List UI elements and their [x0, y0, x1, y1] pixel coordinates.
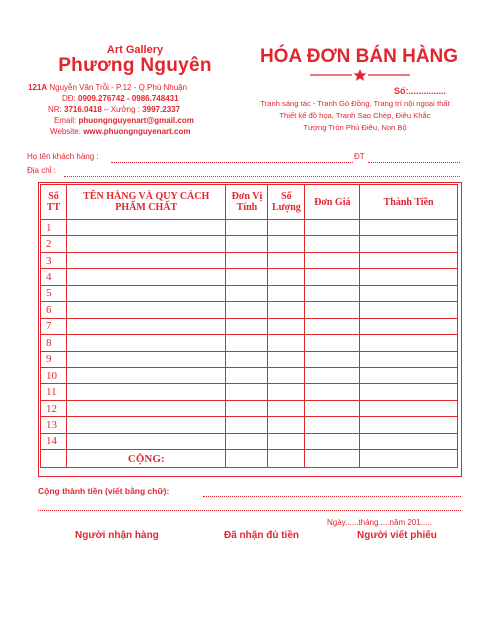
item-name-cell[interactable]	[66, 400, 226, 416]
header-item-name-line1: TÊN HÀNG VÀ QUY CÁCH	[83, 191, 210, 202]
header-unit-price: Đơn Giá	[305, 185, 360, 220]
quantity-cell[interactable]	[268, 384, 305, 400]
unit-cell[interactable]	[226, 269, 268, 285]
unit-cell[interactable]	[226, 236, 268, 252]
unit-price-cell[interactable]	[305, 302, 360, 318]
row-number: 3	[41, 252, 67, 268]
header-unit	[226, 185, 268, 220]
table-row	[41, 400, 458, 416]
amount-cell[interactable]	[360, 384, 458, 400]
amount-cell[interactable]	[360, 367, 458, 383]
table-row	[41, 302, 458, 318]
unit-price-cell[interactable]	[305, 367, 360, 383]
amount-cell[interactable]	[360, 351, 458, 367]
table-header-row	[41, 185, 458, 220]
unit-price-cell[interactable]	[305, 351, 360, 367]
row-number: 4	[41, 269, 67, 285]
row-number: 8	[41, 335, 67, 351]
invoice-number-label: Số:...............	[394, 86, 447, 96]
payment-received-label: Đã nhận đủ tiền	[224, 530, 299, 541]
table-row	[41, 433, 458, 449]
quantity-cell[interactable]	[268, 285, 305, 301]
table-row	[41, 384, 458, 400]
item-name-cell[interactable]	[66, 236, 226, 252]
total-cell-price	[305, 450, 360, 468]
unit-cell[interactable]	[226, 318, 268, 334]
amount-cell[interactable]	[360, 400, 458, 416]
unit-cell[interactable]	[226, 433, 268, 449]
item-name-cell[interactable]	[66, 351, 226, 367]
table-row	[41, 351, 458, 367]
address-line	[28, 82, 187, 93]
brand-name: Phương Nguyên	[58, 55, 212, 76]
unit-price-cell[interactable]	[305, 252, 360, 268]
total-row	[41, 450, 458, 468]
customer-phone-label: ĐT	[354, 152, 365, 161]
unit-price-cell[interactable]	[305, 335, 360, 351]
items-table	[40, 184, 458, 468]
writer-signature-label: Người viết phiếu	[357, 530, 437, 541]
amount-cell[interactable]	[360, 236, 458, 252]
table-row	[41, 335, 458, 351]
receiver-signature-label: Người nhận hàng	[75, 530, 159, 541]
amount-cell[interactable]	[360, 335, 458, 351]
quantity-cell[interactable]	[268, 400, 305, 416]
mobile-line	[62, 93, 179, 104]
unit-cell[interactable]	[226, 220, 268, 236]
table-row	[41, 417, 458, 433]
quantity-cell[interactable]	[268, 351, 305, 367]
amount-cell[interactable]	[360, 252, 458, 268]
item-name-cell[interactable]	[66, 335, 226, 351]
total-cell-qty	[268, 450, 305, 468]
table-row	[41, 318, 458, 334]
unit-price-cell[interactable]	[305, 384, 360, 400]
total-label: CỘNG:	[66, 450, 226, 468]
mobile-value: 0909.276742 - 0986.748431	[78, 94, 179, 103]
header-unit-line2: Tính	[236, 202, 258, 213]
item-name-cell[interactable]	[66, 433, 226, 449]
amount-in-words-field[interactable]	[203, 496, 461, 497]
item-name-cell[interactable]	[66, 367, 226, 383]
brand-subtitle: Art Gallery	[106, 44, 164, 56]
workshop-value: 3997.2337	[142, 105, 181, 114]
amount-cell[interactable]	[360, 285, 458, 301]
quantity-cell[interactable]	[268, 335, 305, 351]
total-cell-amount[interactable]	[360, 450, 458, 468]
table-row	[41, 285, 458, 301]
quantity-cell[interactable]	[268, 417, 305, 433]
customer-phone-field[interactable]	[368, 162, 460, 163]
total-cell-blank	[41, 450, 67, 468]
item-name-cell[interactable]	[66, 417, 226, 433]
quantity-cell[interactable]	[268, 302, 305, 318]
unit-cell[interactable]	[226, 351, 268, 367]
workshop-label: – Xưởng :	[101, 105, 143, 114]
unit-cell[interactable]	[226, 367, 268, 383]
customer-name-field[interactable]	[111, 162, 353, 163]
item-name-cell[interactable]	[66, 285, 226, 301]
unit-cell[interactable]	[226, 384, 268, 400]
unit-cell[interactable]	[226, 335, 268, 351]
row-number: 5	[41, 285, 67, 301]
header-item-name-line2: PHẨM CHẤT	[115, 202, 178, 213]
quantity-cell[interactable]	[268, 252, 305, 268]
landline-line	[48, 104, 180, 115]
email-label: Email:	[54, 116, 79, 125]
customer-address-field[interactable]	[64, 176, 460, 177]
unit-price-cell[interactable]	[305, 236, 360, 252]
row-number: 10	[41, 367, 67, 383]
quantity-cell[interactable]	[268, 433, 305, 449]
table-row	[41, 367, 458, 383]
row-number: 9	[41, 351, 67, 367]
email-value: phuongnguyenart@gmail.com	[78, 116, 194, 125]
unit-cell[interactable]	[226, 252, 268, 268]
quantity-cell[interactable]	[268, 367, 305, 383]
unit-price-cell[interactable]	[305, 269, 360, 285]
table-row	[41, 220, 458, 236]
amount-cell[interactable]	[360, 269, 458, 285]
mobile-label: DĐ:	[62, 94, 78, 103]
date-line: Ngày......tháng.....năm 201.....	[327, 518, 432, 527]
customer-address-label: Địa chỉ :	[27, 166, 56, 175]
row-number: 12	[41, 400, 67, 416]
item-name-cell[interactable]	[66, 220, 226, 236]
items-body	[41, 220, 458, 468]
website-label: Website:	[50, 127, 84, 136]
unit-price-cell[interactable]	[305, 433, 360, 449]
unit-cell[interactable]	[226, 400, 268, 416]
item-name-cell[interactable]	[66, 302, 226, 318]
address-text: Nguyễn Văn Trỗi - P.12 - Q.Phú Nhuận	[47, 83, 188, 92]
address-number: 121A	[28, 83, 48, 92]
row-number: 6	[41, 302, 67, 318]
table-row	[41, 236, 458, 252]
email-line	[54, 115, 194, 126]
amount-cell[interactable]	[360, 220, 458, 236]
item-name-cell[interactable]	[66, 269, 226, 285]
row-number: 2	[41, 236, 67, 252]
service-line-3: Tượng Tròn Phù Điêu, Non Bộ	[303, 123, 407, 132]
amount-in-words-field-2[interactable]	[38, 510, 461, 511]
amount-in-words-label: Cộng thành tiền (viết bằng chữ):	[38, 486, 170, 496]
quantity-cell[interactable]	[268, 220, 305, 236]
header-quantity-line2: Lượng	[272, 202, 301, 213]
item-name-cell[interactable]	[66, 384, 226, 400]
customer-name-label: Họ tên khách hàng :	[27, 152, 99, 161]
star-divider-icon	[310, 69, 410, 81]
header-stt-line2: TT	[46, 202, 61, 213]
unit-price-cell[interactable]	[305, 318, 360, 334]
amount-cell[interactable]	[360, 318, 458, 334]
amount-cell[interactable]	[360, 302, 458, 318]
row-number: 14	[41, 433, 67, 449]
unit-price-cell[interactable]	[305, 417, 360, 433]
unit-price-cell[interactable]	[305, 285, 360, 301]
service-line-2: Thiết kế đồ họa, Tranh Sao Chép, Điêu Khắc	[279, 111, 431, 120]
header-stt	[41, 185, 67, 220]
landline-value: 3716.0418	[64, 105, 102, 114]
table-row	[41, 269, 458, 285]
header-quantity-line1: Số	[281, 191, 292, 202]
invoice-title: HÓA ĐƠN BÁN HÀNG	[259, 46, 459, 67]
row-number: 13	[41, 417, 67, 433]
unit-price-cell[interactable]	[305, 400, 360, 416]
item-name-cell[interactable]	[66, 252, 226, 268]
header-stt-line1: Số	[48, 191, 59, 202]
header-unit-line1: Đơn Vị	[231, 191, 263, 202]
quantity-cell[interactable]	[268, 236, 305, 252]
total-cell-unit	[226, 450, 268, 468]
header-amount: Thành Tiền	[360, 185, 458, 220]
unit-cell[interactable]	[226, 302, 268, 318]
quantity-cell[interactable]	[268, 318, 305, 334]
header-item-name	[66, 185, 226, 220]
unit-cell[interactable]	[226, 285, 268, 301]
amount-cell[interactable]	[360, 433, 458, 449]
service-line-1: Tranh sáng tác - Tranh Gò Đồng, Trang trí nội ngoại thất	[260, 99, 450, 108]
landline-label: NR:	[48, 105, 64, 114]
row-number: 11	[41, 384, 67, 400]
amount-cell[interactable]	[360, 417, 458, 433]
row-number: 1	[41, 220, 67, 236]
website-value: www.phuongnguyenart.com	[83, 127, 191, 136]
website-line	[50, 126, 190, 137]
unit-price-cell[interactable]	[305, 220, 360, 236]
table-row	[41, 252, 458, 268]
quantity-cell[interactable]	[268, 269, 305, 285]
header-quantity	[268, 185, 305, 220]
item-name-cell[interactable]	[66, 318, 226, 334]
unit-cell[interactable]	[226, 417, 268, 433]
row-number: 7	[41, 318, 67, 334]
